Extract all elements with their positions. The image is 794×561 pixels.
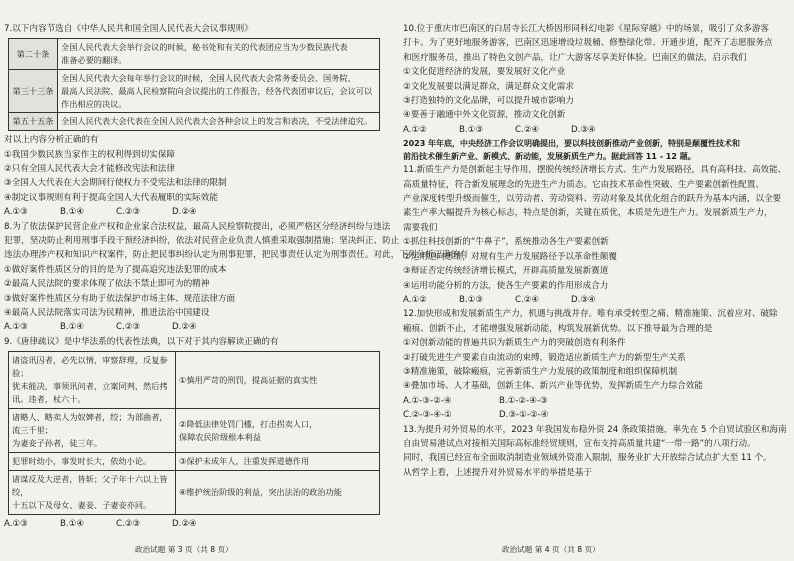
q7-item: ②只有全国人民代表大会才能修改宪法和法律	[4, 164, 175, 174]
q10-item: ①文化促进经济的发展，要发展好文化产业	[403, 67, 566, 78]
q9-options	[4, 517, 391, 531]
cell-line: 诸略人、略卖人为奴婢者，绞；为部曲者，流三千里；	[12, 412, 168, 436]
q8-item: ②最高人民法院的要求体现了依法不禁止即可为的精神	[4, 279, 210, 290]
option-c[interactable]: C.②④	[515, 294, 540, 305]
q7-title: 7.以下内容节选自《中华人民共和国全国人民代表大会议事规则》	[4, 24, 253, 34]
option-b[interactable]: B.①③	[459, 124, 484, 135]
q12-item: ④叠加市场、人才基础，创新主体、新兴产业等优势，发挥新质生产力综合效能	[403, 381, 703, 392]
q13-stem-line: 同时，我国已经宣布全面取消制造业领域外资准入限制，服务业扩大开放综合试点扩大至 11 个。	[403, 453, 772, 464]
q13-stem-line: 13.为提升对外贸易的水平，2023 年我国发布稳外资 24 条政策措施，率先在 5 个自贸试验区和海南	[403, 424, 787, 435]
table-row	[9, 39, 380, 70]
q12-options	[403, 394, 784, 408]
table-cell	[58, 39, 380, 70]
q10-item: ②文化发展要以满足群众，满足群众文化需求	[403, 81, 574, 92]
q10-stem-line: 10.位于重庆市巴南区的白居寺长江大桥因形同科幻电影《星际穿越》中的场景，吸引了众多游客	[403, 24, 770, 34]
cell-line: 准备必要的翻译。	[61, 55, 127, 66]
page-footer-left: 政治试题 第 3 页（共 8 页）	[135, 545, 233, 554]
option-c[interactable]: C.②③	[116, 322, 141, 333]
q11-stem-line: 素生产率大幅提升为核心标志，特点是创新，关键在质优，本质是先进生产力。发展新质生产力，	[403, 208, 773, 219]
q11-item: ①抓住科技创新的“牛鼻子”，系统推动各生产要素创新	[403, 237, 609, 248]
cell-line: 全国人民代表大会每年举行会议的时候，全国人民代表大会常务委员会、国务院、	[61, 73, 356, 83]
option-b[interactable]: B.①④	[60, 519, 85, 530]
page-footer-right: 政治试题 第 4 页（共 8 页）	[502, 545, 600, 554]
option-a[interactable]: A.①③	[4, 322, 28, 333]
option-a[interactable]: A.①②	[403, 124, 427, 135]
option-a[interactable]: A.①③	[4, 207, 28, 218]
table-head-cell: 第五十五条	[9, 113, 58, 131]
q9-title: 9.《唐律疏议》是中华法系的代表性法典，以下对于其内容解读正确的有	[4, 336, 279, 347]
option-a[interactable]: A.①③	[4, 519, 28, 530]
table-cell	[58, 113, 380, 131]
option-b[interactable]: B.①④	[60, 207, 85, 218]
q11-item: ②运用逆向思维，对规有生产力发展路径予以革命性颠覆	[403, 251, 617, 262]
q12-options-row2	[403, 408, 784, 422]
q11-stem-line: 需要我们	[403, 222, 438, 233]
option-d[interactable]: D.②④	[172, 322, 197, 333]
option-d[interactable]: D.②④	[172, 207, 197, 218]
page-right	[397, 0, 794, 561]
table-head-cell: 第二十条	[9, 39, 58, 70]
q12-stem-line: 瘢痕、创新不止，才能增强发展新动能，构筑发展新优势。以下推导最为合理的是	[403, 323, 713, 334]
option-d[interactable]: D.③-①-②-④	[499, 410, 549, 421]
table-row	[9, 352, 380, 409]
material-intro-line: 2023 年年底，中央经济工作会议明确提出，要以科技创新推动产业创新，特别是颠覆性技术和	[403, 139, 741, 149]
cell-line: ③保护未成年人，注重发挥道德作用	[179, 456, 310, 467]
q9-table	[8, 351, 380, 515]
q12-item: ③精准施策，破除瘢痕，完善新质生产力发展的政策制度和组织保障机制	[403, 366, 678, 377]
q7-item: ④制定议事规则有利于提高全国人大代表履职的实际效能	[4, 192, 218, 203]
q11-item: ④运用功能分析的方法，使各生产要素的作用形成合力	[403, 280, 609, 291]
cell-line: 保障农民阶级根本利益	[179, 431, 261, 442]
q7-options	[4, 205, 391, 219]
q10-item: ④要善于融通中外文化资源，推动文化创新	[403, 110, 566, 121]
q8-options	[4, 320, 391, 334]
table-row	[9, 113, 380, 131]
q10-options	[403, 123, 784, 137]
q8-stem-line: 违法办理涉产权和知识产权案件，防止把民事纠纷认定为刑事犯罪，把民事责任认定为刑事责任。对此，下列分析正确的有	[4, 250, 469, 261]
q7-item: ③全国人大代表在大会期间行使权力不受宪法和法律的限制	[4, 178, 227, 189]
q8-item: ①做好案件性质区分的目的是为了提高追究违法犯罪的成本	[4, 264, 227, 275]
cell-line: 为妻妾子孙者，徒三年。	[12, 438, 103, 449]
material-intro-line: 前沿技术催生新产业、新模式、新动能，发展新质生产力。据此回答 11 - 12 题。	[403, 152, 696, 162]
option-a[interactable]: A.①-③-②-④	[403, 395, 452, 406]
q8-stem-line: 犯罪，坚决防止利用刑事手段干预经济纠纷，依法对民营企业负责人慎重采取强制措施；坚决纠正、防止	[4, 236, 400, 247]
cell-line: 全国人民代表大会代表在全国人民代表大会各种会议上的发言和表决，不受法律追究。	[61, 116, 373, 127]
option-a[interactable]: A.①②	[403, 294, 427, 305]
cell-line: ①慎用严苛的刑罚，提高证据的真实性	[179, 374, 318, 385]
option-c[interactable]: C.②③	[116, 207, 141, 218]
table-row	[9, 471, 380, 515]
table-row	[9, 70, 380, 113]
table-cell	[176, 453, 380, 471]
cell-line: 十五以下及母女、妻妾、子妻妾亦同。	[12, 500, 152, 511]
option-b[interactable]: B.①④	[60, 322, 85, 333]
q13-stem-line: 自由贸易港试点对接相关国际高标准经贸规则，宣布支持高质量共建“一带一路”的八项行动。	[403, 438, 756, 449]
table-cell	[9, 352, 176, 409]
q13-stem-line: 从哲学上看，上述提升对外贸易水平的举措是基于	[403, 467, 593, 478]
cell-line: ④维护统治阶级的利益，突出法治的政治功能	[179, 487, 342, 498]
table-row	[9, 453, 380, 471]
q12-stem-line: 12.加快形成和发展新质生产力，机遇与挑战并存。唯有承受转型之痛、精准施策、沉着应对、破除	[403, 309, 778, 320]
option-c[interactable]: C.②④	[515, 124, 540, 135]
q10-stem-line: 和医疗服务员，推出了特色文创产品，让广大游客尽享美好体验。巴南区的做法，启示我们	[403, 52, 747, 63]
cell-line: 诸盗讯囚者，必先以情，审察辞理，反复参验；	[12, 355, 168, 379]
q7-stem: 对以上内容分析正确的有	[4, 135, 99, 146]
q8-item: ③做好案件性质区分有助于依法保护市场主体、规范法律方面	[4, 293, 236, 304]
q11-stem-line: 产业深度转型升级而催生，以劳动者、劳动资料、劳动对象及其优化组合的跃升为基本内涵，以全要	[403, 194, 782, 205]
cell-line: 犯罪时幼小，事发时长大，依幼小论。	[12, 456, 152, 467]
option-c[interactable]: C.②③	[116, 519, 141, 530]
cell-line: 诸谋反及大逆者，皆斩；父子年十六以上皆绞，	[12, 474, 168, 498]
option-b[interactable]: B.①-②-④-③	[499, 395, 548, 406]
q11-stem-line: 11.新质生产力是创新起主导作用，摆脱传统经济增长方式、生产力发展路径，具有高科技、高效能、	[403, 165, 787, 176]
table-cell	[9, 453, 176, 471]
table-cell	[176, 352, 380, 409]
option-b[interactable]: B.①③	[459, 294, 484, 305]
q8-stem-line: 8.为了依法保护民营企业产权和企业家合法权益，最高人民检察院提出，必须严格区分经济纠纷与违法	[4, 221, 391, 232]
cell-line: 作出相应的决议。	[61, 98, 127, 109]
q7-table	[8, 38, 380, 131]
option-c[interactable]: C.②-③-④-①	[403, 410, 452, 421]
q11-item: ③辩证否定传统经济增长模式，开辟高质量发展新赛道	[403, 266, 609, 277]
q12-item: ①对创新动能的普遍共识为新质生产力的突破创造有利条件	[403, 338, 626, 349]
q7-item: ①我国少数民族当家作主的权利得到切实保障	[4, 149, 175, 160]
option-d[interactable]: D.③④	[571, 294, 596, 305]
cell-line: 全国人民代表大会举行会议的时候，秘书处和有关的代表团应当为少数民族代表	[61, 42, 348, 53]
q8-item: ④最高人民法院落实司法为民精神，推进法治中国建设	[4, 308, 210, 319]
cell-line: 犹未能决，事须讯问者，立案同判，然后拷讯。违者，杖六十。	[12, 381, 168, 405]
q12-item: ②打破先进生产要素自由流动的束缚，锻造适应新质生产力的新型生产关系	[403, 352, 686, 363]
option-d[interactable]: D.②④	[172, 519, 197, 530]
table-cell	[9, 471, 176, 515]
table-head-cell: 第三十三条	[9, 70, 58, 113]
cell-line: 最高人民法院、最高人民检察院向会议提出的工作报告，经各代表团审议后，会议可以	[61, 85, 373, 96]
cell-line: ②降低法律处罚门槛，打击拐卖人口，	[179, 418, 318, 429]
q11-options	[403, 293, 784, 307]
option-d[interactable]: D.③④	[571, 124, 596, 135]
q10-stem-line: 打卡。为了更好地服务游客，巴南区迅速增设垃圾桶、修整绿化带、开通步道，配齐了志愿服务点	[403, 38, 773, 49]
table-row	[9, 409, 380, 453]
table-cell	[58, 70, 380, 113]
table-cell	[176, 409, 380, 453]
table-cell	[9, 409, 176, 453]
q10-item: ③打造独特的文化品牌，可以提升城市影响力	[403, 96, 574, 107]
q11-stem-line: 高质量特征，符合新发展理念的先进生产力质态。它由技术革命性突破、生产要素创新性配置、	[403, 179, 764, 190]
table-cell	[176, 471, 380, 515]
